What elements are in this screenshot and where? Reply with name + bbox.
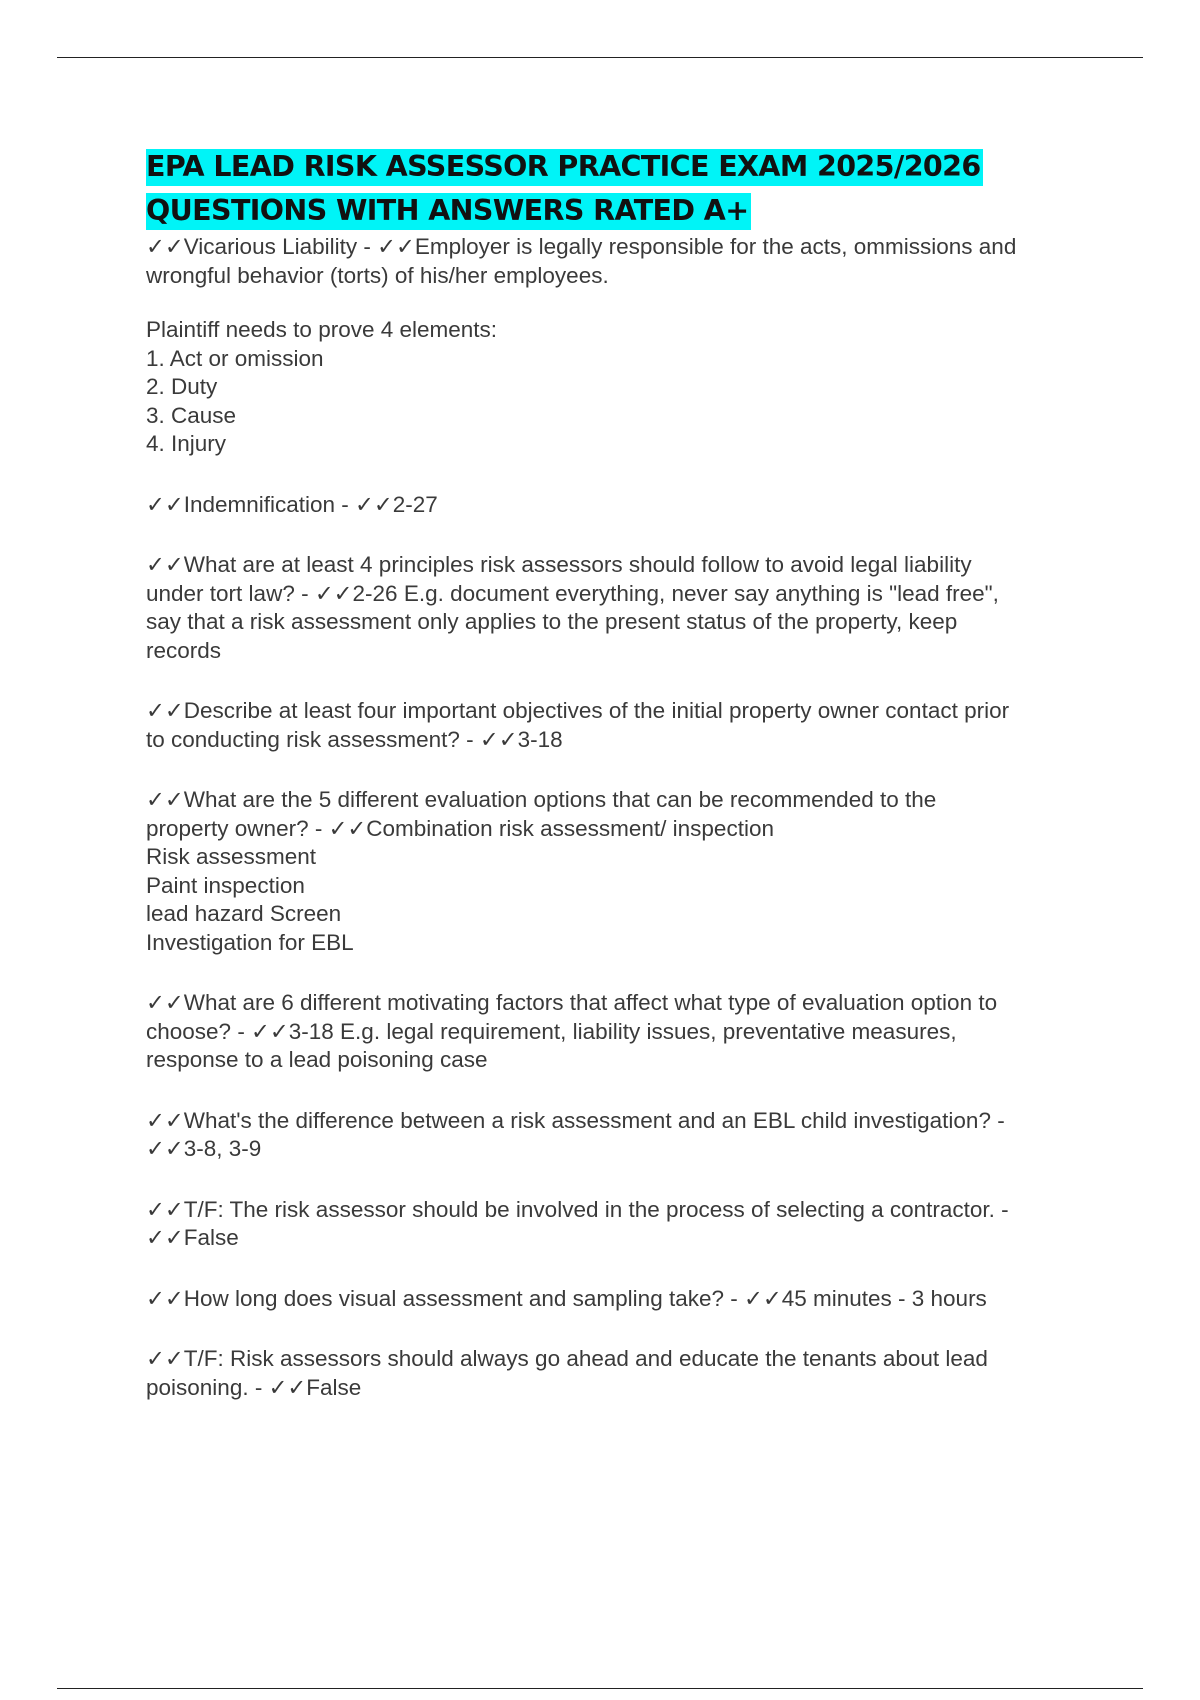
qa-item-educate-tenants — [146, 1345, 1086, 1402]
qa-line: ✓✓T/F: Risk assessors should always go ahead and educate the tenants about lead — [146, 1346, 988, 1371]
qa-line: Risk assessment — [146, 844, 317, 869]
qa-line: poisoning. - ✓✓False — [146, 1374, 362, 1400]
qa-line: Investigation for EBL — [146, 929, 354, 955]
qa-line: response to a lead poisoning case — [146, 1047, 488, 1072]
qa-line: property owner? - ✓✓Combination risk assessment/ inspection — [146, 815, 774, 841]
qa-line: Paint inspection — [146, 872, 305, 898]
qa-line: lead hazard Screen — [146, 901, 342, 926]
qa-line: choose? - ✓✓3-18 E.g. legal requirement, liability issues, preventative measures, — [146, 1018, 957, 1044]
qa-line: 2. Duty — [146, 374, 218, 399]
qa-line: under tort law? - ✓✓2-26 E.g. document everything, never say anything is "lead free", — [146, 580, 999, 606]
title-line-2: QUESTIONS WITH ANSWERS RATED A+ — [146, 193, 751, 230]
qa-item-visual-assessment-time — [146, 1285, 1086, 1314]
bottom-page-rule — [57, 1688, 1143, 1689]
qa-line: to conducting risk assessment? - ✓✓3-18 — [146, 726, 563, 752]
title-line-1: EPA LEAD RISK ASSESSOR PRACTICE EXAM 2025/2026 — [146, 149, 983, 186]
qa-line: ✓✓Describe at least four important objectives of the initial property owner contact prior — [146, 698, 1010, 723]
qa-item-owner-contact — [146, 697, 1086, 754]
qa-line: ✓✓False — [146, 1225, 239, 1250]
document-content — [146, 145, 1086, 1402]
qa-item-vicarious-liability — [146, 233, 1086, 290]
qa-line: 3. Cause — [146, 402, 237, 428]
qa-line: wrongful behavior (torts) of his/her employees. — [146, 262, 609, 288]
qa-line: records — [146, 637, 222, 663]
qa-line: say that a risk assessment only applies to the present status of the property, keep — [146, 609, 958, 634]
qa-line: ✓✓Indemnification - ✓✓2-27 — [146, 491, 438, 517]
qa-line: 4. Injury — [146, 431, 227, 456]
qa-list — [146, 233, 1086, 1402]
qa-line: ✓✓T/F: The risk assessor should be involved in the process of selecting a contractor. - — [146, 1196, 1009, 1222]
top-page-rule — [57, 57, 1143, 58]
qa-line: ✓✓What are at least 4 principles risk assessors should follow to avoid legal liability — [146, 552, 972, 577]
qa-item-evaluation-options — [146, 786, 1086, 957]
qa-line: ✓✓What are 6 different motivating factors that affect what type of evaluation option to — [146, 990, 998, 1015]
qa-item-motivating-factors — [146, 989, 1086, 1075]
qa-line: ✓✓What are the 5 different evaluation options that can be recommended to the — [146, 787, 937, 812]
qa-line: ✓✓3-8, 3-9 — [146, 1136, 262, 1161]
document-title — [146, 145, 1086, 233]
qa-item-ebl-difference — [146, 1107, 1086, 1164]
qa-item-selecting-contractor — [146, 1196, 1086, 1253]
qa-line: 1. Act or omission — [146, 345, 324, 371]
qa-item-tort-principles — [146, 551, 1086, 665]
qa-line: Plaintiff needs to prove 4 elements: — [146, 317, 498, 342]
qa-line: ✓✓What's the difference between a risk assessment and an EBL child investigation? - — [146, 1107, 1005, 1133]
qa-item-plaintiff-elements — [146, 316, 1086, 459]
qa-line: ✓✓How long does visual assessment and sampling take? - ✓✓45 minutes - 3 hours — [146, 1285, 987, 1311]
qa-line: ✓✓Vicarious Liability - ✓✓Employer is legally responsible for the acts, ommissions and — [146, 234, 1017, 259]
qa-item-indemnification — [146, 491, 1086, 520]
